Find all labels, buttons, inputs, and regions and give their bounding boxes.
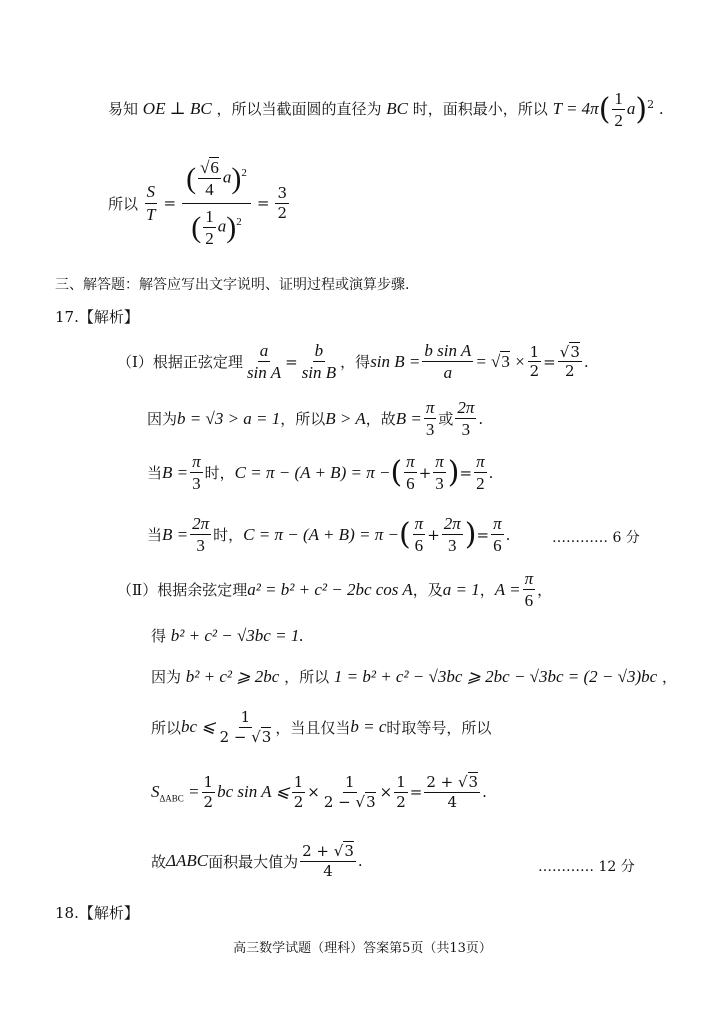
- question-18-label: 18.【解析】: [55, 904, 139, 922]
- part-2-conclusion: 故 ΔABC 面积最大值为 $\frac{2 + √3}{4}$ .: [151, 842, 363, 880]
- score-6: ………… 6 分: [552, 530, 640, 546]
- score-12: ………… 12 分: [538, 859, 635, 875]
- section-heading: 三、解答题：解答应写出文字说明、证明过程或演算步骤.: [55, 277, 410, 293]
- part-2-law-of-cosines: （Ⅱ）根据余弦定理 a² = b² + c² − 2bc cos A ，及 a = 1 ， A = $\frac{\pi}{6}$ ，: [117, 569, 553, 611]
- part-1-law-of-sines: （Ⅰ）根据正弦定理 $\frac{a}{\text{sin A}}$ = $\frac{b}{\text{sin B}}$ ，得 sin B = $\frac{\text{b sin A}}{a}$ = √3 × $\frac{1}{2}$ = $\frac{√3}{2}$ .: [117, 341, 589, 383]
- part-1-case-2: 当 B = $\frac{2\pi}{3}$ 时， C = π − (A + B) = π − ( $\frac{\pi}{6}$ + $\frac{2\pi}{3}$ ) = $\frac{\pi}{6}$ .: [147, 514, 511, 556]
- line-oe-perp-bc: 易知 OE ⊥ BC ，所以当截面圆的直径为 BC 时，面积最小，所以 T = 4π( $\frac{1}{2}$ a)$^2$ .: [108, 89, 664, 131]
- part-1-angle-b: 因为 b = √3 > a = 1 ，所以 B > A ，故 B = $\frac{\pi}{3}$ 或 $\frac{2\pi}{3}$ .: [147, 398, 484, 440]
- part-2-area: $S_{\Delta ABC}$ = $\frac{1}{2}$ bc sin A ⩽ $\frac{1}{2}$ × $\frac{1}{2 - √3}$ × $\frac{1}{2}$ = $\frac{2 + √3}{4}$ .: [151, 773, 487, 811]
- page-footer: 高三数学试题（理科）答案第5页（共13页）: [233, 941, 492, 956]
- line-ratio-s-t: 所以 $\frac{S}{T}$ = ( $\frac{√6}{4}$ a)$^2$ ( $\frac{1}{2}$ a)$^2$ = $\frac{3}{2}$: [108, 155, 291, 251]
- part-2-inequality: 因为 b² + c² ⩾ 2bc ，所以 1 = b² + c² − √3bc ⩾ 2bc − √3bc = (2 − √3)bc ，: [151, 667, 677, 686]
- part-1-case-1: 当 B = $\frac{\pi}{3}$ 时， C = π − (A + B) = π − ( $\frac{\pi}{6}$ + $\frac{\pi}{3}$ ) = $\frac{\pi}{2}$ .: [147, 452, 494, 494]
- question-17-label: 17.【解析】: [55, 308, 139, 326]
- part-2-bc-bound: 所以 bc ⩽ $\frac{1}{2 - √3}$ ，当且仅当 b = c 时取等号，所以: [151, 708, 492, 746]
- math-oe-bc: OE ⊥ BC: [142, 98, 212, 118]
- part-2-equation: 得 b² + c² − √3bc = 1.: [151, 626, 304, 645]
